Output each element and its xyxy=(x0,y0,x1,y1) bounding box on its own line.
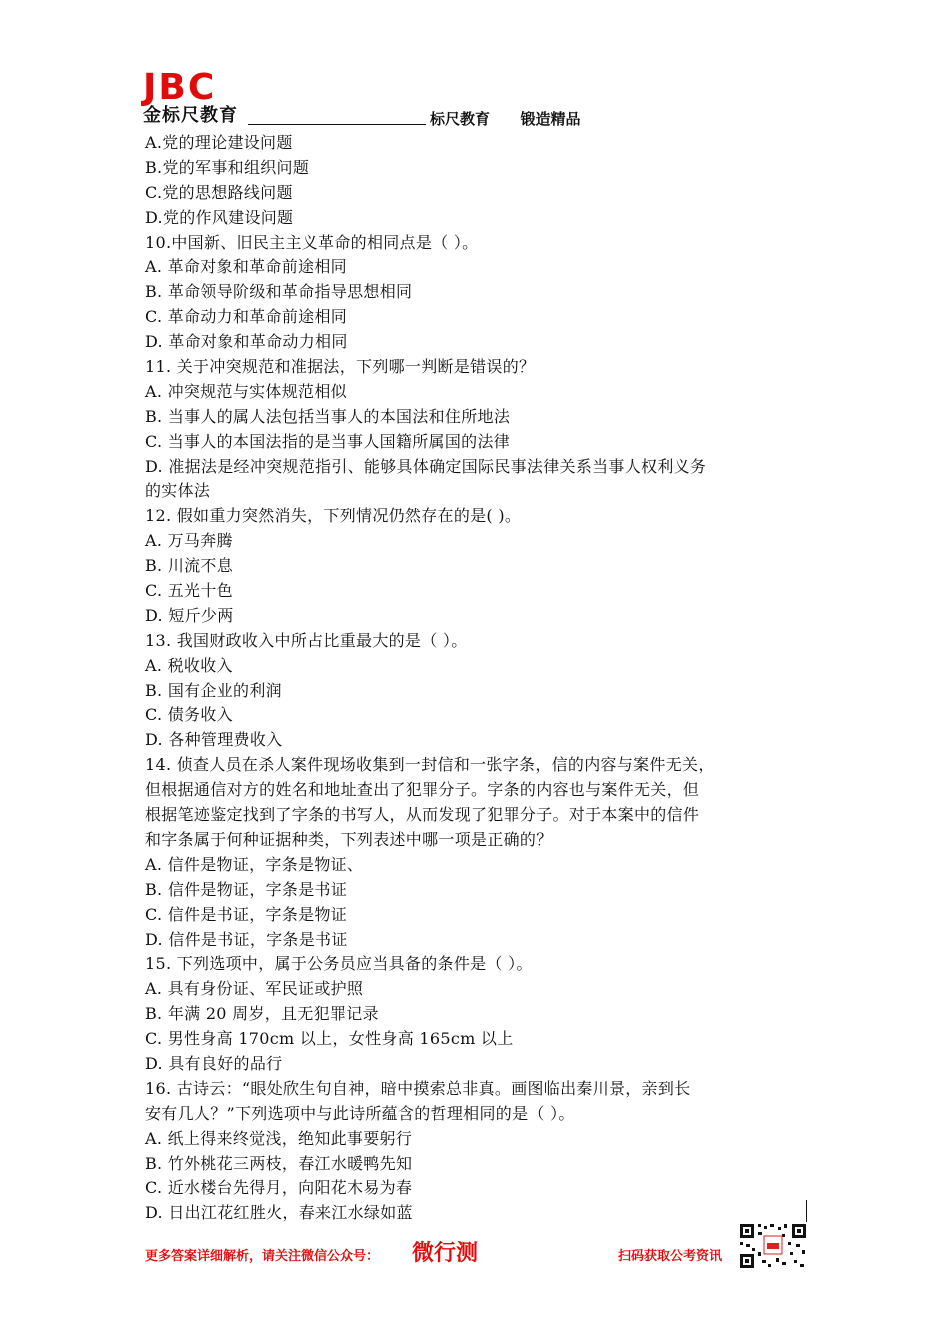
option-line: B. 川流不息 xyxy=(145,556,234,576)
question-stem: 13. 我国财政收入中所占比重最大的是（ ）。 xyxy=(145,630,468,650)
footer-qr-caption: 扫码获取公考资讯 xyxy=(618,1249,723,1264)
question-stem: 10.中国新、旧民主主义革命的相同点是（ ）。 xyxy=(145,232,479,252)
margin-rule xyxy=(806,1200,807,1222)
logo-mark: JBC xyxy=(143,67,217,108)
option-line: C. 债务收入 xyxy=(145,705,233,725)
option-line: A. 税收收入 xyxy=(145,655,233,675)
footer-brand: 微行测 xyxy=(412,1241,479,1266)
question-stem: 16. 古诗云：“眼处欣生句自神，暗中摸索总非真。画图临出秦川景，亲到长 xyxy=(145,1078,691,1098)
option-line: B. 国有企业的利润 xyxy=(145,680,282,700)
text-line: C.党的思想路线问题 xyxy=(145,182,293,202)
question-stem: 11. 关于冲突规范和准据法，下列哪一判断是错误的？ xyxy=(145,357,536,377)
option-line: 的实体法 xyxy=(145,481,211,501)
footer-note: 更多答案详细解析，请关注微信公众号： xyxy=(145,1249,380,1264)
option-line: C. 近水楼台先得月，向阳花木易为春 xyxy=(145,1178,413,1198)
option-line: B. 革命领导阶级和革命指导思想相同 xyxy=(145,282,413,302)
option-line: A. 具有身份证、军民证或护照 xyxy=(145,979,364,999)
text-line: A.党的理论建设问题 xyxy=(145,133,293,152)
logo-name: 金标尺教育 xyxy=(143,105,238,126)
question-stem: 12. 假如重力突然消失，下列情况仍然存在的是( )。 xyxy=(145,506,522,526)
option-line: D. 短斤少两 xyxy=(145,605,234,625)
option-line: C. 五光十色 xyxy=(145,581,233,601)
question-stem: 安有几人？”下列选项中与此诗所蕴含的哲理相同的是（ ）。 xyxy=(145,1103,575,1123)
option-line: D. 日出江花红胜火，春来江水绿如蓝 xyxy=(145,1203,413,1223)
option-line: A. 革命对象和革命前途相同 xyxy=(145,257,347,277)
header-slogan: 标尺教育 锻造精品 xyxy=(430,110,581,128)
question-stem: 15. 下列选项中，属于公务员应当具备的条件是（ ）。 xyxy=(145,954,533,974)
qr-code-icon xyxy=(738,1222,808,1270)
option-line: D. 信件是书证，字条是书证 xyxy=(145,929,348,949)
option-line: C. 革命动力和革命前途相同 xyxy=(145,307,348,327)
option-line: B. 当事人的属人法包括当事人的本国法和住所地法 xyxy=(145,406,511,426)
option-line: D. 革命对象和革命动力相同 xyxy=(145,332,348,352)
question-stem: 但根据通信对方的姓名和地址查出了犯罪分子。字条的内容也与案件无关，但 xyxy=(145,780,700,800)
option-line: C. 信件是书证，字条是物证 xyxy=(145,904,348,924)
option-line: A. 万马奔腾 xyxy=(145,531,233,551)
option-line: D. 各种管理费收入 xyxy=(145,730,283,750)
option-line: D. 具有良好的品行 xyxy=(145,1053,283,1073)
question-content xyxy=(145,131,825,1226)
text-line: B.党的军事和组织问题 xyxy=(145,157,310,177)
header-rule xyxy=(248,124,426,125)
logo xyxy=(143,67,253,126)
option-line: B. 竹外桃花三两枝，春江水暖鸭先知 xyxy=(145,1153,413,1173)
option-line: A. 信件是物证，字条是物证、 xyxy=(145,854,364,874)
option-line: B. 年满 20 周岁，且无犯罪记录 xyxy=(145,1004,379,1024)
question-stem: 和字条属于何种证据种类，下列表述中哪一项是正确的？ xyxy=(145,829,553,849)
option-line: B. 信件是物证，字条是书证 xyxy=(145,879,348,899)
option-line: A. 冲突规范与实体规范相似 xyxy=(145,381,347,401)
question-stem: 根据笔迹鉴定找到了字条的书写人，从而发现了犯罪分子。对于本案中的信件 xyxy=(145,805,700,825)
option-line: C. 男性身高 170cm 以上，女性身高 165cm 以上 xyxy=(145,1029,514,1049)
text-line: D.党的作风建设问题 xyxy=(145,207,294,227)
option-line: C. 当事人的本国法指的是当事人国籍所属国的法律 xyxy=(145,431,511,451)
question-stem: 14. 侦查人员在杀人案件现场收集到一封信和一张字条，信的内容与案件无关， xyxy=(145,755,715,775)
option-line: A. 纸上得来终觉浅，绝知此事要躬行 xyxy=(145,1128,413,1148)
option-line: D. 准据法是经冲突规范指引、能够具体确定国际民事法律关系当事人权利义务 xyxy=(145,456,707,476)
